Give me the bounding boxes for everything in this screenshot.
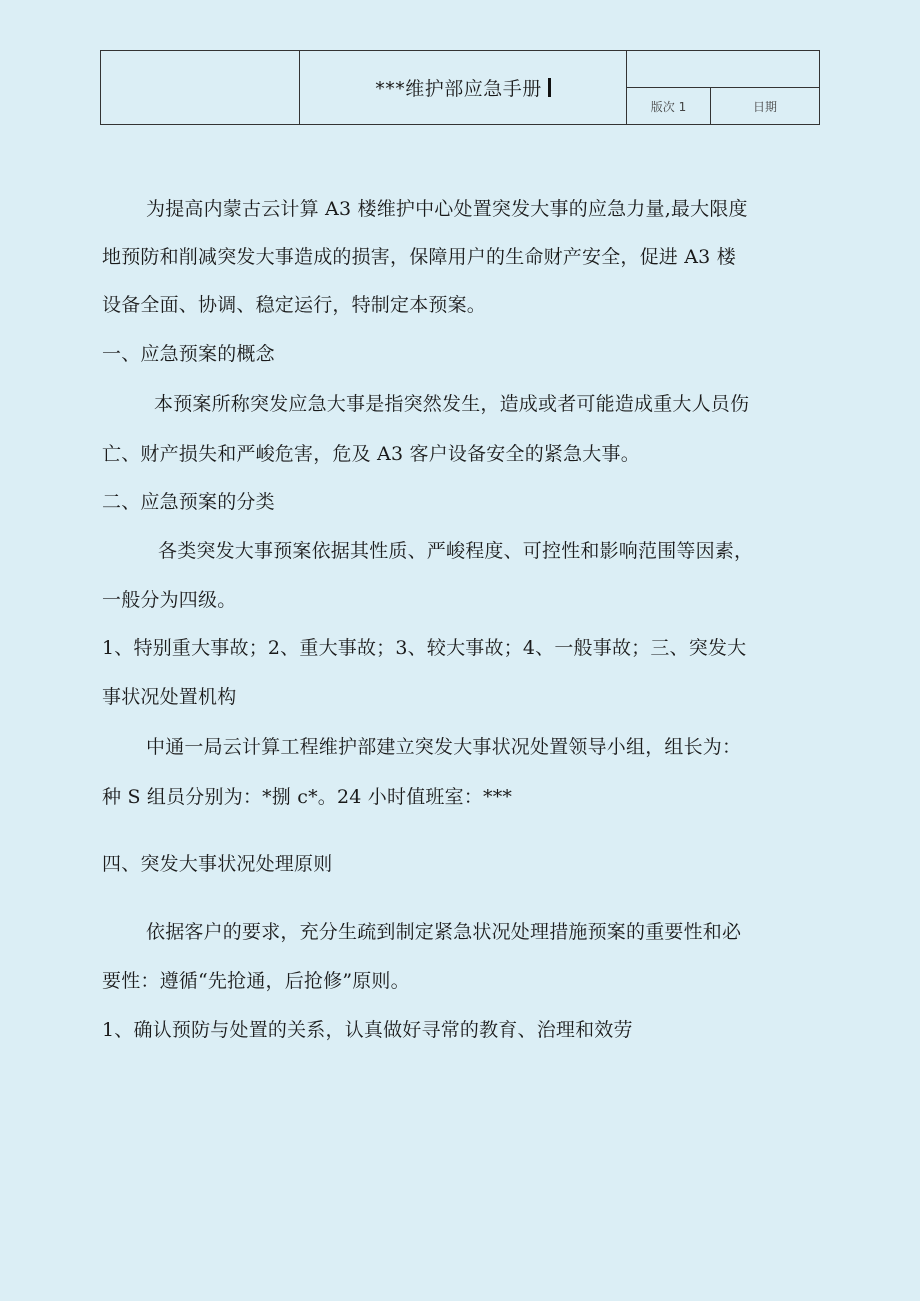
paragraph-line: 要性：遵循“先抢通，后抢修”原则。 (102, 970, 410, 992)
document-title: ***维护部应急手册 (375, 78, 542, 100)
paragraph-line: 1、特别重大事故；2、重大事故；3、较大事故；4、一般事故；三、突发大 (102, 637, 747, 659)
paragraph-line: 依据客户的要求，充分生疏到制定紧急状况处理措施预案的重要性和必 (146, 921, 742, 943)
paragraph-line: 地预防和削减突发大事造成的损害，保障用户的生命财产安全，促进 A3 楼 (102, 246, 736, 268)
section-heading: 二、应急预案的分类 (102, 491, 275, 513)
paragraph-line: 为提高内蒙古云计算 A3 楼维护中心处置突发大事的应急力量,最大限度 (146, 198, 748, 220)
paragraph-line: 1、确认预防与处置的关系，认真做好寻常的教育、治理和效劳 (102, 1019, 633, 1041)
paragraph-line: 种 S 组员分别为：*捌 c*。24 小时值班室：*** (102, 786, 513, 808)
section-heading: 一、应急预案的概念 (102, 343, 275, 365)
paragraph-line: 亡、财产损失和严峻危害，危及 A3 客户设备安全的紧急大事。 (102, 443, 640, 465)
paragraph-line: 事状况处置机构 (102, 686, 237, 708)
paragraph-line: 设备全面、协调、稳定运行，特制定本预案。 (102, 294, 487, 316)
paragraph-line: 一般分为四级。 (102, 589, 237, 611)
paragraph-line: 本预案所称突发应急大事是指突然发生，造成或者可能造成重大人员伤 (154, 393, 750, 415)
date-label: 日期 (752, 99, 777, 114)
section-heading: 四、突发大事状况处理原则 (102, 853, 333, 875)
paragraph-line: 各类突发大事预案依据其性质、严峻程度、可控性和影响范围等因素， (158, 540, 754, 562)
paragraph-line: 中通一局云计算工程维护部建立突发大事状况处置领导小组，组长为： (146, 736, 742, 758)
version-label: 版次 1 (650, 99, 687, 114)
